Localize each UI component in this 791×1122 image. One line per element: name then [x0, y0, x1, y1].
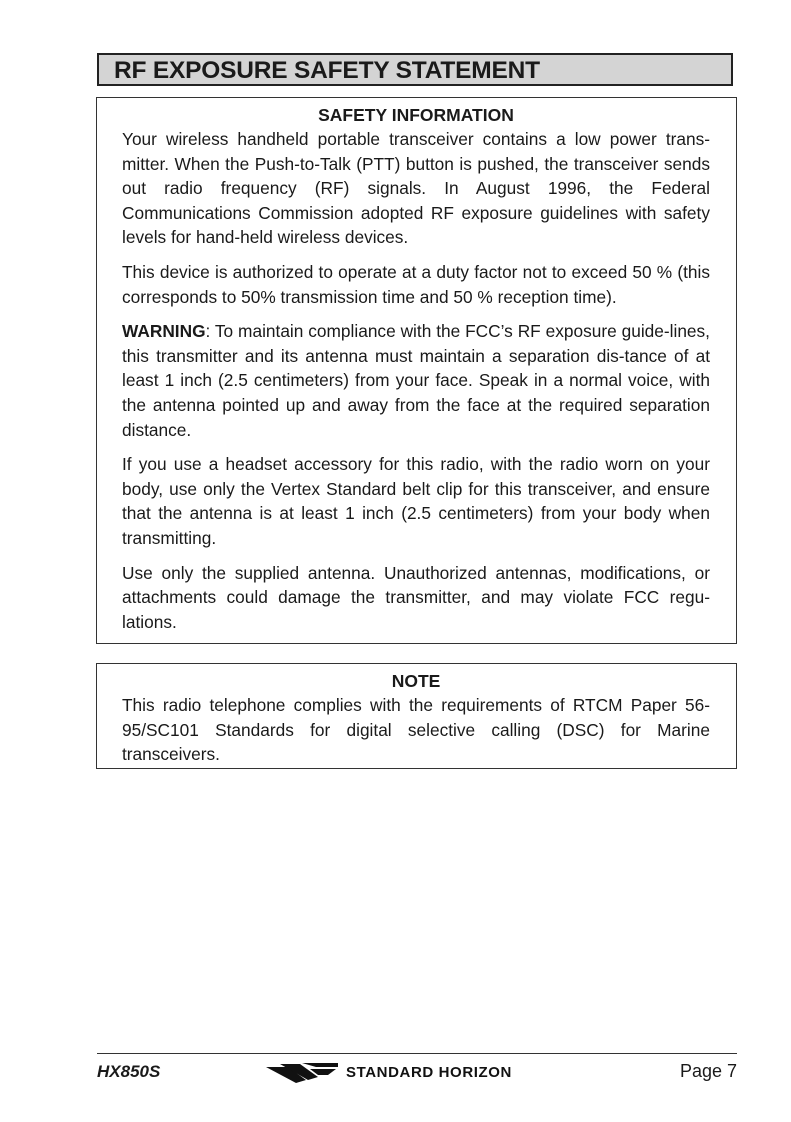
note-heading: NOTE — [391, 671, 441, 691]
page-title-bar — [97, 53, 733, 86]
safety-paragraph-5: Use only the supplied antenna. Unauthorized antennas, modifications, or attachments could damage the transmitter, and may violate FCC regu-lations. — [122, 562, 710, 632]
safety-paragraph-3 — [122, 319, 710, 442]
warning-text: : To maintain compliance with the FCC’s RF exposure guide-lines, this transmitter and its antenna must maintain a separation dis-tance of at least 1 inch (2.5 centimeters) from your face. Speak in a normal voice, with the antenna pointed up and away from the face at the required separation distance. — [122, 321, 710, 440]
page-title: RF EXPOSURE SAFETY STATEMENT — [114, 57, 540, 84]
brand-wings-icon — [266, 1063, 338, 1083]
page-number: Page 7 — [679, 1061, 737, 1081]
safety-paragraph-4: If you use a headset accessory for this radio, with the radio worn on your body, use only the Vertex Standard belt clip for this transceiver, and ensure that the antenna is at least 1 inch (2.5 centimeters) from your body when transmitting. — [122, 454, 710, 548]
note-paragraph: This radio telephone complies with the requirements of RTCM Paper 56-95/SC101 Standards for digital selective calling (DSC) for Marine transceivers. — [122, 695, 710, 765]
footer-divider — [97, 1053, 737, 1054]
brand-name: STANDARD HORIZON — [346, 1064, 512, 1081]
safety-paragraph-1: Your wireless handheld portable transceiver contains a low power trans-mitter. When the Push-to-Talk (PTT) button is pushed, the transceiver sends out radio frequency (RF) signals. In August 1996, the Federal Communications Commission adopted RF exposure guidelines with safety levels for hand-held wireless devices. — [122, 129, 710, 248]
safety-paragraph-2: This device is authorized to operate at a duty factor not to exceed 50 % (this corresponds to 50% transmission time and 50 % reception time). — [122, 261, 710, 307]
safety-information-heading: SAFETY INFORMATION — [318, 105, 514, 125]
brand-logo — [266, 1061, 512, 1085]
warning-label: WARNING — [122, 321, 206, 342]
note-box — [96, 663, 737, 769]
safety-information-box — [96, 97, 737, 644]
footer-model-name: HX850S — [97, 1062, 161, 1081]
